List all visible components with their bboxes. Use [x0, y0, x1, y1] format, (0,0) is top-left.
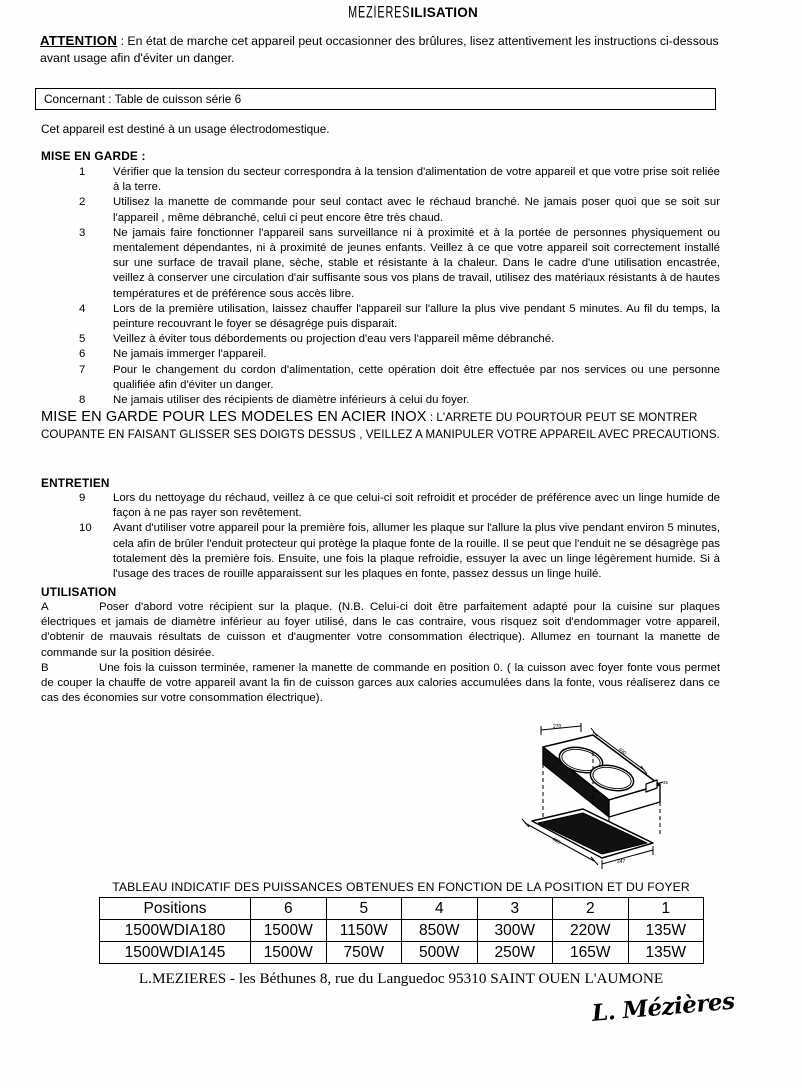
- table-cell: 250W: [477, 942, 553, 964]
- table-cell: 850W: [402, 920, 478, 942]
- table-cell: 500W: [402, 942, 478, 964]
- item-text: Utilisez la manette de commande pour seul contact avec le réchaud branché. Ne jamais poser quoi que se soit sur l'appareil , même débranché, celui ci peut encore être très chaud.: [113, 196, 720, 224]
- concernant-text: Concernant : Table de cuisson série 6: [44, 92, 242, 106]
- item-text: Ne jamais faire fonctionner l'appareil sans surveillance ni à proximité et à la portée de personnes physiquement ou mentalement dépendantes, ni à proximité de jeunes enfants. Veillez à ce que votre appareil soit correctement installé sur une surface de travail plane, sèche, stable et résistante à la chaleur. Dans le cadre d'une utilisation encastrée, veillez à conserver une circulation d'air suffisante sous vos plans de travail, utilisez des matériaux résistants à de hautes températures et de préférence sous accès libre.: [113, 226, 720, 300]
- table-header-cell: 3: [477, 898, 553, 920]
- item-number: 2: [79, 196, 86, 209]
- paragraph-text: Poser d'abord votre récipient sur la plaque. (N.B. Celui-ci doit être parfaitement adapté pour la cuisine sur plaques électriques et jamais de diamètre inférieur au foyer utilisé, dans le cas contraire, vous risquez soit d'endommager votre appareil, d'obtenir de mauvais résultats de cuisson et d'augmenter votre consommation électrique). Allumez en tournant la manette de commande sur la position désirée.: [41, 601, 720, 659]
- power-table-title: TABLEAU INDICATIF DES PUISSANCES OBTENUES EN FONCTION DE LA POSITION ET DU FOYER: [112, 880, 690, 894]
- svg-text:270: 270: [553, 724, 562, 730]
- power-table: [99, 897, 704, 964]
- table-header-cell: 4: [402, 898, 478, 920]
- table-cell: 300W: [477, 920, 553, 942]
- item-text: Vérifier que la tension du secteur correspondra à la tension d'alimentation de votre appareil et que votre prise soit reliée à la terre.: [113, 166, 720, 194]
- item-text: Ne jamais immerger l'appareil.: [113, 348, 267, 361]
- table-header-cell: 6: [251, 898, 327, 920]
- inox-warning: [41, 409, 720, 442]
- item-number: 9: [79, 492, 86, 504]
- item-text: Pour le changement du cordon d'alimentation, cette opération doit être effectuée par nos services ou une personne qualifiée afin d'éviter un danger.: [113, 363, 720, 391]
- inox-warning-heading: MISE EN GARDE POUR LES MODELES EN ACIER INOX: [41, 409, 427, 425]
- table-cell: 1500W: [251, 920, 327, 942]
- paragraph-letter: A: [41, 601, 49, 613]
- item-text: Lors de la première utilisation, laissez chauffer l'appareil sur l'allure la plus vive pendant 5 minutes. Au fil du temps, la peinture recouvrant le foyer se désagrége puis disparait.: [113, 302, 720, 331]
- concernant-box: [35, 88, 716, 110]
- item-text: Lors du nettoyage du réchaud, veillez à ce que celui-ci soit refroidit et procéder de préférence avec un linge humide de façon à ne pas rayer son revêtement.: [113, 492, 720, 520]
- section-heading-mise-en-garde: MISE EN GARDE :: [41, 149, 146, 163]
- svg-text:490: 490: [616, 746, 628, 757]
- table-header-cell: 5: [326, 898, 402, 920]
- table-cell: 1500WDIA180: [100, 920, 251, 942]
- item-number: 1: [79, 166, 86, 178]
- item-number: 6: [79, 348, 86, 361]
- list-item: [41, 363, 720, 393]
- paragraph-letter: B: [41, 662, 49, 674]
- item-number: 10: [79, 522, 92, 535]
- list-item: [41, 347, 720, 362]
- item-text: Veillez à éviter tous débordements ou projection d'eau vers l'appareil même débranché.: [113, 333, 555, 346]
- svg-text:460: 460: [551, 836, 562, 846]
- svg-text:35: 35: [663, 780, 669, 785]
- table-cell: 1500W: [251, 942, 327, 964]
- intro-line: Cet appareil est destiné à un usage électrodomestique.: [41, 122, 330, 136]
- footer-address: L.MEZIERES - les Béthunes 8, rue du Languedoc 95310 SAINT OUEN L'AUMONE: [138, 970, 664, 987]
- item-number: 7: [79, 363, 86, 376]
- section-heading-entretien: ENTRETIEN: [41, 476, 110, 490]
- item-number: 5: [79, 333, 86, 346]
- list-item: [41, 393, 720, 408]
- table-header-cell: 2: [553, 898, 629, 920]
- item-text: Avant d'utiliser votre appareil pour la première fois, allumer les plaque sur l'allure la plus vive pendant environ 5 minutes, cela afin de brûler l'enduit protecteur qui protège la plaque fonte de la rouille. Il se peut que l'enduit ne se désagrège pas totalement dès la première fois. Ensuite, une fois la plaque refroidie, essuyer la avec un linge légèrement humide. Si à l'usage des traces de rouille apparaissent sur les plaques en fonte, passez dessus un linge huilé.: [113, 522, 720, 581]
- item-number: 8: [79, 394, 86, 407]
- attention-keyword: ATTENTION: [40, 33, 118, 48]
- list-item: [41, 332, 720, 347]
- list-item: [41, 195, 720, 225]
- inox-warning-body: : L'ARRETE DU POURTOUR PEUT SE MONTRER COUPANTE EN FAISANT GLISSER SES DOIGTS DESSUS , VEILLEZ A MANIPULER VOTRE APPAREIL AVEC PRECAUTIONS.: [41, 411, 720, 441]
- table-cell: 1150W: [326, 920, 402, 942]
- table-header-cell: 1: [628, 898, 704, 920]
- list-item: [41, 302, 720, 332]
- paragraph-text: Une fois la cuisson terminée, ramener la manette de commande en position 0. ( la cuisson avec foyer fonte vous permet de couper la chauffe de votre appareil avant la fin de cuisson garces aux calories accumulées dans la fonte, vous réaliserez dans ce cas des économies sur votre consommation électrique).: [41, 662, 720, 705]
- table-cell: 135W: [628, 920, 704, 942]
- table-header-row: [100, 898, 704, 920]
- table-cell: 750W: [326, 942, 402, 964]
- table-row: [100, 920, 704, 942]
- utilisation-paragraph-b: [41, 661, 720, 707]
- attention-paragraph: [40, 32, 720, 67]
- brand-name: MEZIERES: [348, 2, 411, 23]
- table-header-cell: Positions: [100, 898, 251, 920]
- entretien-list: [41, 491, 720, 582]
- list-item: [41, 226, 720, 302]
- list-item: [41, 521, 720, 582]
- list-item: [41, 491, 720, 521]
- table-cell: 135W: [628, 942, 704, 964]
- document-header: [0, 4, 802, 22]
- cooktop-diagram: [505, 722, 695, 872]
- item-number: 3: [79, 226, 86, 239]
- mise-en-garde-list: [41, 165, 720, 408]
- section-heading-utilisation: UTILISATION: [41, 585, 117, 599]
- cooktop-diagram-svg: [505, 722, 695, 872]
- item-number: 4: [79, 302, 86, 315]
- attention-text: : En état de marche cet appareil peut occasionner des brûlures, lisez attentivement les instructions ci-dessous avant usage afin d'éviter un danger.: [40, 34, 719, 65]
- signature: L. Mézières: [590, 987, 736, 1027]
- table-row: [100, 942, 704, 964]
- list-item: [41, 165, 720, 195]
- table-cell: 165W: [553, 942, 629, 964]
- svg-text:247: 247: [617, 859, 626, 865]
- table-cell: 220W: [553, 920, 629, 942]
- utilisation-paragraph-a: [41, 600, 720, 661]
- table-cell: 1500WDIA145: [100, 942, 251, 964]
- item-text: Ne jamais utiliser des récipients de diamètre inférieurs à celui du foyer.: [113, 394, 470, 407]
- header-title-suffix: ILISATION: [410, 5, 478, 20]
